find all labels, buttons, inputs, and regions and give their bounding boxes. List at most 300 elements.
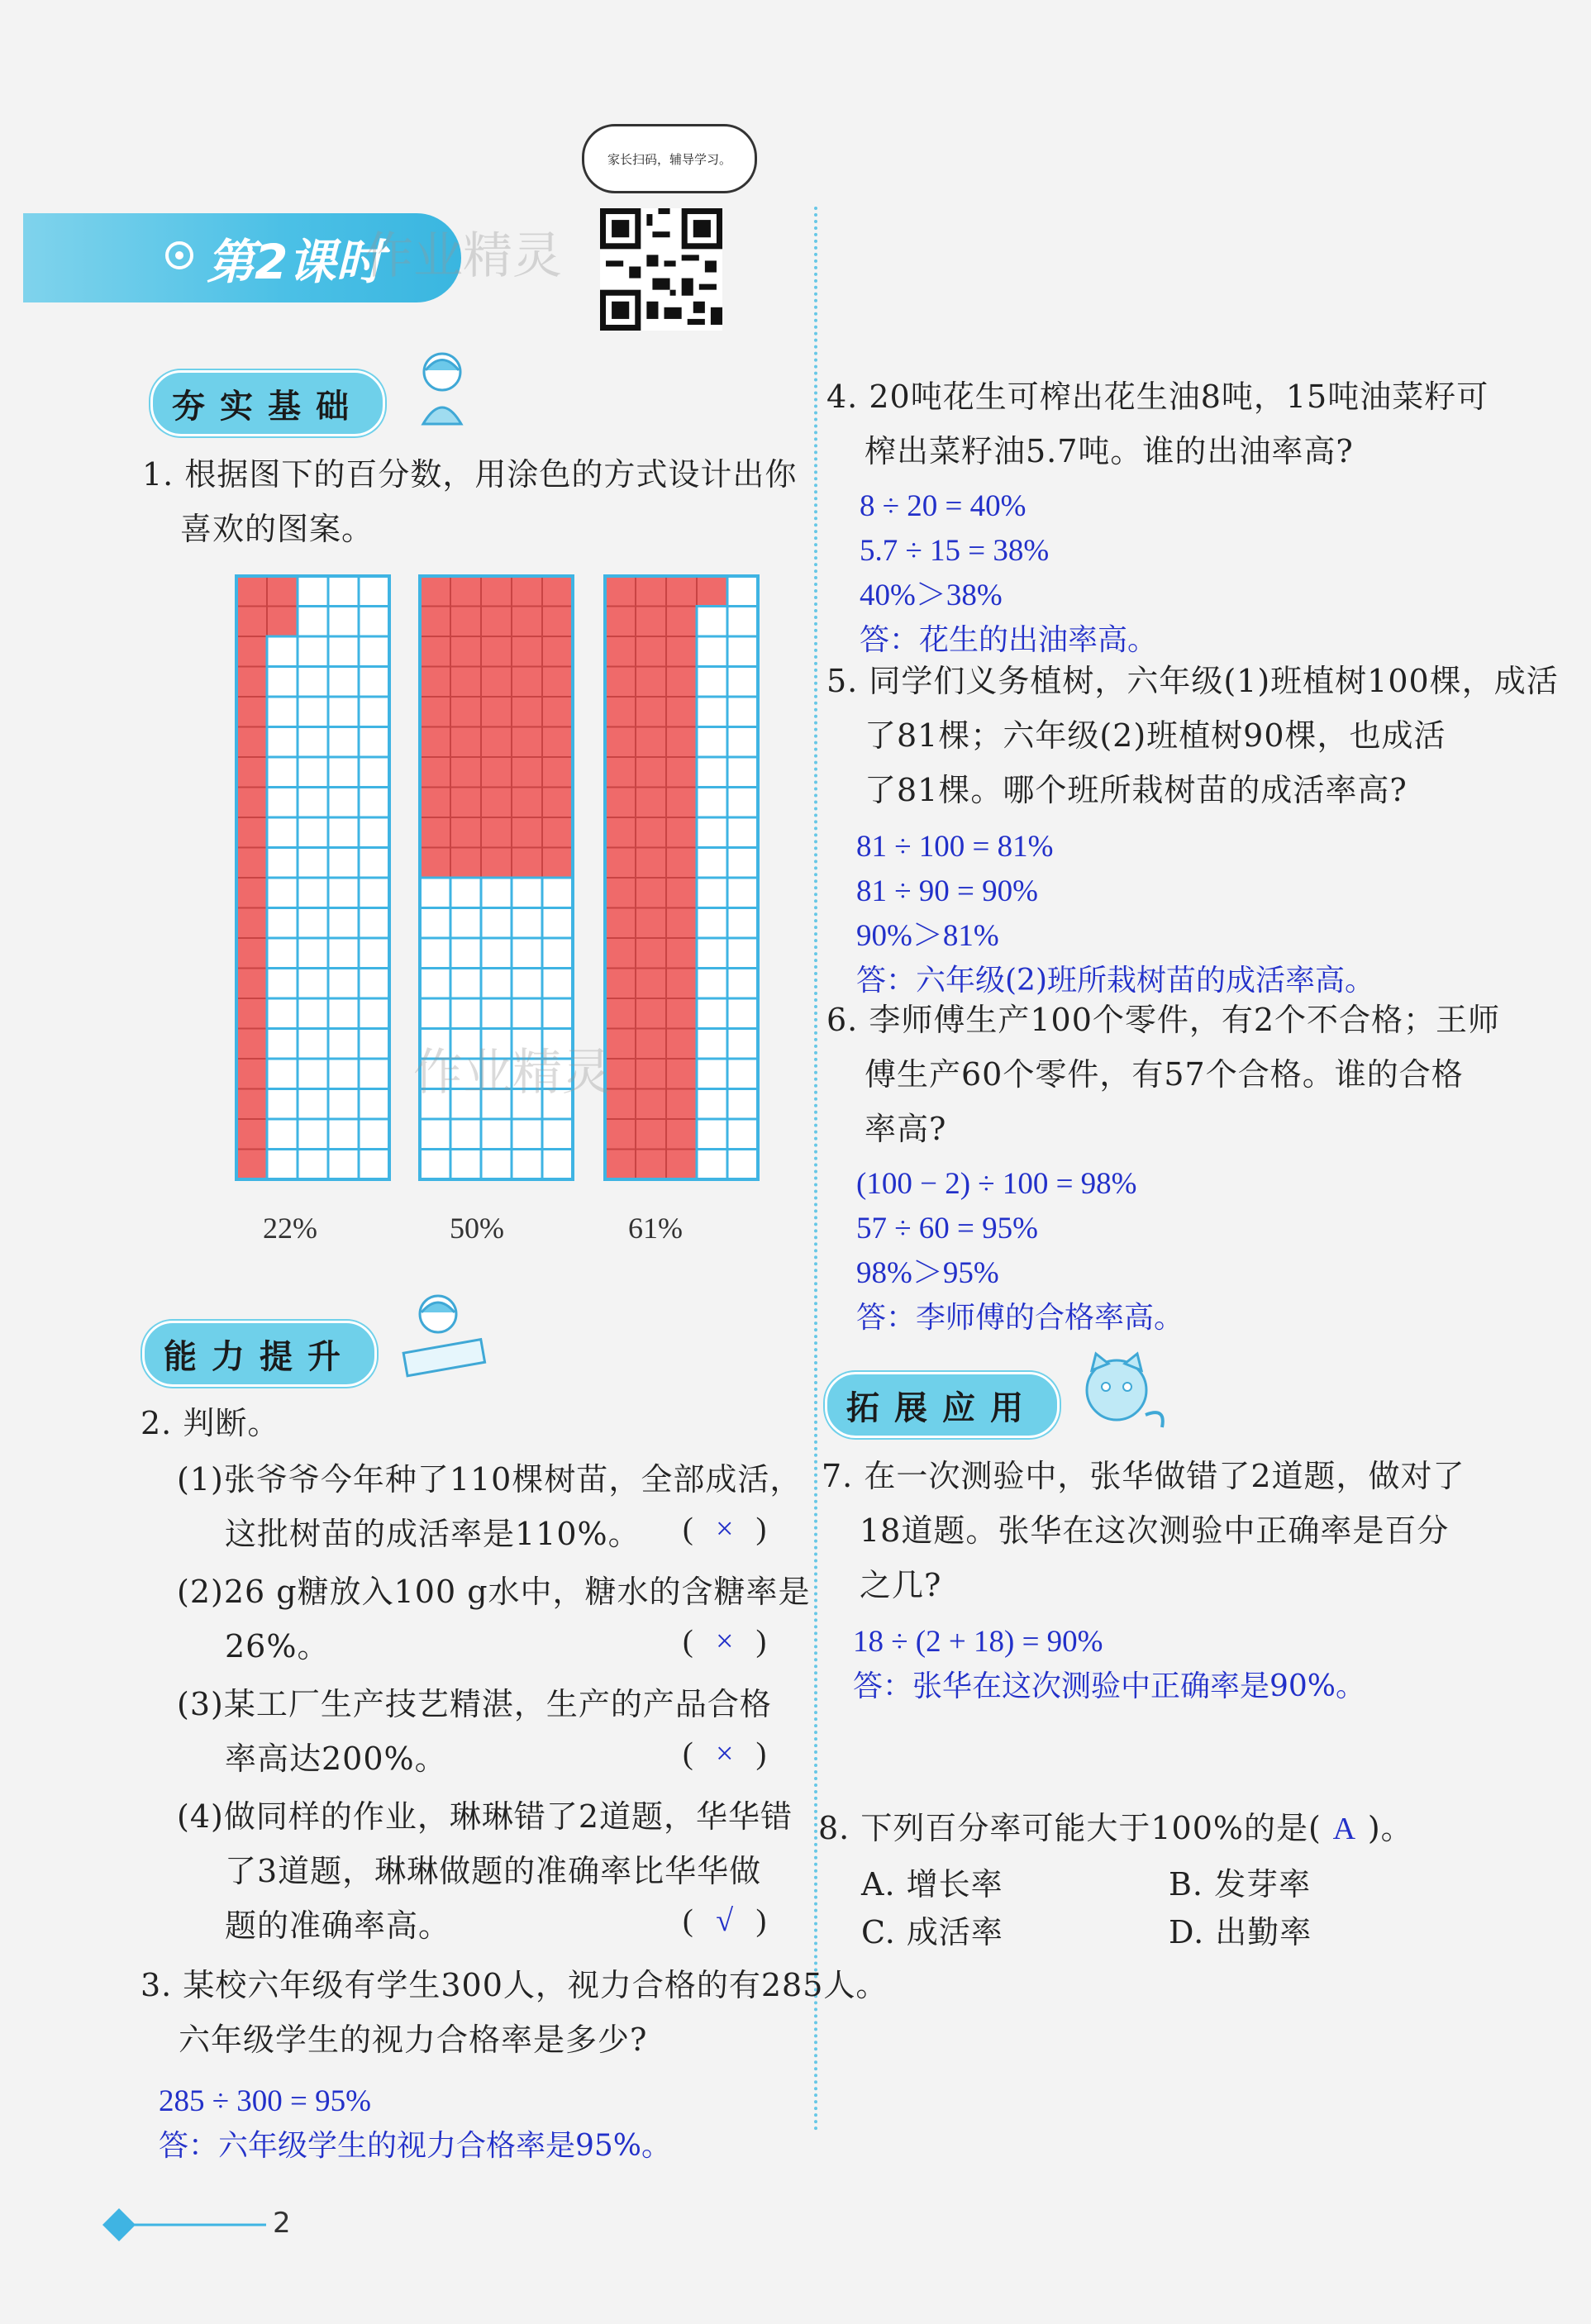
- grid-cell-filled[interactable]: [450, 757, 481, 788]
- grid-cell-filled[interactable]: [636, 848, 666, 879]
- grid-cell-filled[interactable]: [542, 667, 573, 698]
- grid-cell-filled[interactable]: [666, 576, 697, 607]
- grid-cell-empty[interactable]: [727, 727, 758, 758]
- grid-cell-empty[interactable]: [727, 1089, 758, 1120]
- grid-cell-empty[interactable]: [450, 938, 481, 969]
- grid-cell-filled[interactable]: [542, 727, 573, 758]
- grid-cell-filled[interactable]: [481, 727, 512, 758]
- grid-cell-filled[interactable]: [666, 817, 697, 848]
- grid-cell-filled[interactable]: [420, 788, 450, 818]
- grid-cell-empty[interactable]: [328, 878, 359, 908]
- grid-cell-filled[interactable]: [605, 788, 636, 818]
- grid-cell-filled[interactable]: [481, 576, 512, 607]
- grid-cell-empty[interactable]: [697, 1089, 727, 1120]
- grid-cell-empty[interactable]: [542, 998, 573, 1029]
- grid-cell-filled[interactable]: [542, 576, 573, 607]
- grid-cell-empty[interactable]: [298, 969, 328, 999]
- grid-cell-empty[interactable]: [328, 727, 359, 758]
- grid-cell-empty[interactable]: [267, 667, 298, 698]
- grid-cell-empty[interactable]: [697, 1029, 727, 1060]
- grid-cell-filled[interactable]: [420, 727, 450, 758]
- grid-cell-filled[interactable]: [542, 817, 573, 848]
- grid-cell-empty[interactable]: [727, 969, 758, 999]
- grid-cell-empty[interactable]: [267, 908, 298, 939]
- grid-cell-empty[interactable]: [542, 878, 573, 908]
- grid-cell-empty[interactable]: [359, 788, 389, 818]
- grid-cell-empty[interactable]: [420, 969, 450, 999]
- grid-cell-empty[interactable]: [267, 848, 298, 879]
- grid-cell-filled[interactable]: [450, 636, 481, 667]
- grid-cell-filled[interactable]: [636, 576, 666, 607]
- grid-cell-empty[interactable]: [420, 908, 450, 939]
- grid-cell-empty[interactable]: [359, 576, 389, 607]
- grid-cell-filled[interactable]: [236, 817, 267, 848]
- q7-line2: 18道题。张华在这次测验中正确率是百分: [860, 1512, 1450, 1549]
- grid-cell-empty[interactable]: [481, 1119, 512, 1150]
- grid-cell-empty[interactable]: [298, 576, 328, 607]
- grid-cell-empty[interactable]: [359, 969, 389, 999]
- grid-cell-filled[interactable]: [236, 848, 267, 879]
- grid-cell-filled[interactable]: [512, 667, 542, 698]
- grid-cell-empty[interactable]: [298, 938, 328, 969]
- grid-cell-empty[interactable]: [359, 998, 389, 1029]
- grid-cell-filled[interactable]: [542, 697, 573, 727]
- grid-cell-empty[interactable]: [542, 1150, 573, 1180]
- grid-cell-filled[interactable]: [236, 1029, 267, 1060]
- grid-cell-empty[interactable]: [298, 998, 328, 1029]
- grid-cell-filled[interactable]: [666, 1089, 697, 1120]
- grid-cell-empty[interactable]: [267, 969, 298, 999]
- grid-cell-empty[interactable]: [359, 848, 389, 879]
- grid-cell-empty[interactable]: [298, 1089, 328, 1120]
- grid-cell-filled[interactable]: [605, 757, 636, 788]
- grid-cell-empty[interactable]: [328, 576, 359, 607]
- grid-cell-empty[interactable]: [298, 727, 328, 758]
- grid-cell-empty[interactable]: [481, 938, 512, 969]
- grid-cell-empty[interactable]: [359, 817, 389, 848]
- grid-cell-filled[interactable]: [512, 727, 542, 758]
- grid-cell-empty[interactable]: [420, 878, 450, 908]
- grid-cell-filled[interactable]: [636, 607, 666, 637]
- grid-cell-filled[interactable]: [636, 1029, 666, 1060]
- grid-cell-empty[interactable]: [727, 848, 758, 879]
- grid-cell-empty[interactable]: [512, 938, 542, 969]
- grid-cell-empty[interactable]: [328, 938, 359, 969]
- grid-cell-empty[interactable]: [697, 636, 727, 667]
- grid-cell-filled[interactable]: [605, 848, 636, 879]
- grid-cell-empty[interactable]: [697, 607, 727, 637]
- grid-cell-empty[interactable]: [267, 938, 298, 969]
- grid-cell-empty[interactable]: [267, 727, 298, 758]
- q6-ans-1: (100 − 2) ÷ 100 = 98%: [856, 1167, 1137, 1201]
- grid-cell-empty[interactable]: [697, 1150, 727, 1180]
- grid-cell-filled[interactable]: [481, 636, 512, 667]
- grid-cell-empty[interactable]: [727, 576, 758, 607]
- grid-cell-empty[interactable]: [267, 878, 298, 908]
- grid-cell-filled[interactable]: [636, 998, 666, 1029]
- grid-cell-filled[interactable]: [236, 576, 267, 607]
- grid-cell-empty[interactable]: [267, 788, 298, 818]
- grid-cell-filled[interactable]: [636, 878, 666, 908]
- grid-cell-empty[interactable]: [512, 1119, 542, 1150]
- grid-cell-filled[interactable]: [481, 817, 512, 848]
- grid-cell-empty[interactable]: [727, 1029, 758, 1060]
- grid-cell-filled[interactable]: [636, 1059, 666, 1089]
- grid-cell-filled[interactable]: [512, 636, 542, 667]
- grid-cell-empty[interactable]: [359, 636, 389, 667]
- grid-cell-empty[interactable]: [328, 1089, 359, 1120]
- grid-cell-filled[interactable]: [236, 908, 267, 939]
- q2-item2-line2: 26%。: [225, 1628, 330, 1664]
- grid-cell-empty[interactable]: [267, 1119, 298, 1150]
- grid-cell-empty[interactable]: [328, 998, 359, 1029]
- grid-cell-empty[interactable]: [727, 998, 758, 1029]
- grid-cell-filled[interactable]: [236, 727, 267, 758]
- grid-cell-filled[interactable]: [666, 667, 697, 698]
- grid-cell-empty[interactable]: [420, 1119, 450, 1150]
- grid-cell-filled[interactable]: [512, 757, 542, 788]
- grid-cell-empty[interactable]: [267, 1029, 298, 1060]
- grid-cell-filled[interactable]: [666, 848, 697, 879]
- grid-cell-empty[interactable]: [697, 938, 727, 969]
- grid-cell-filled[interactable]: [450, 607, 481, 637]
- grid-cell-empty[interactable]: [727, 938, 758, 969]
- grid-cell-empty[interactable]: [359, 727, 389, 758]
- grid-cell-empty[interactable]: [359, 757, 389, 788]
- grid-cell-empty[interactable]: [542, 1119, 573, 1150]
- grid-cell-filled[interactable]: [605, 636, 636, 667]
- grid-cell-empty[interactable]: [267, 757, 298, 788]
- grid-cell-filled[interactable]: [420, 697, 450, 727]
- grid-cell-filled[interactable]: [236, 1150, 267, 1180]
- q5-ans-2: 81 ÷ 90 = 90%: [856, 874, 1038, 908]
- grid-cell-empty[interactable]: [298, 1119, 328, 1150]
- grid-cell-filled[interactable]: [236, 938, 267, 969]
- grid-cell-empty[interactable]: [481, 1150, 512, 1180]
- grid-cell-filled[interactable]: [542, 848, 573, 879]
- grid-cell-filled[interactable]: [481, 757, 512, 788]
- grid-cell-empty[interactable]: [267, 998, 298, 1029]
- grid-cell-filled[interactable]: [636, 1089, 666, 1120]
- percent-grids[interactable]: [223, 574, 769, 1244]
- grid-cell-filled[interactable]: [605, 1119, 636, 1150]
- grid-cell-filled[interactable]: [666, 636, 697, 667]
- grid-cell-filled[interactable]: [450, 788, 481, 818]
- grid-cell-empty[interactable]: [328, 969, 359, 999]
- grid-cell-empty[interactable]: [298, 1059, 328, 1089]
- grid-cell-filled[interactable]: [512, 576, 542, 607]
- grid-cell-empty[interactable]: [481, 969, 512, 999]
- grid-cell-empty[interactable]: [697, 697, 727, 727]
- grid-cell-empty[interactable]: [450, 908, 481, 939]
- grid-cell-empty[interactable]: [420, 998, 450, 1029]
- grid-cell-filled[interactable]: [666, 788, 697, 818]
- grid-cell-filled[interactable]: [636, 969, 666, 999]
- grid-cell-empty[interactable]: [450, 998, 481, 1029]
- grid-cell-empty[interactable]: [359, 878, 389, 908]
- cat-icon: [1071, 1349, 1170, 1440]
- grid-cell-filled[interactable]: [481, 848, 512, 879]
- grid-cell-empty[interactable]: [450, 878, 481, 908]
- grid-cell-empty[interactable]: [328, 1150, 359, 1180]
- grid-cell-empty[interactable]: [512, 908, 542, 939]
- grid-cell-empty[interactable]: [542, 969, 573, 999]
- grid-cell-empty[interactable]: [359, 908, 389, 939]
- grid-cell-filled[interactable]: [542, 757, 573, 788]
- grid-cell-empty[interactable]: [328, 788, 359, 818]
- grid-cell-filled[interactable]: [636, 727, 666, 758]
- grid-cell-empty[interactable]: [359, 938, 389, 969]
- grid-cell-empty[interactable]: [697, 969, 727, 999]
- grid-cell-filled[interactable]: [542, 607, 573, 637]
- grid-cell-empty[interactable]: [359, 1059, 389, 1089]
- q2-item4-line1: (4)做同样的作业，琳琳错了2道题，华华错: [177, 1798, 793, 1835]
- grid-cell-filled[interactable]: [420, 667, 450, 698]
- grid-cell-empty[interactable]: [359, 1150, 389, 1180]
- grid-cell-empty[interactable]: [328, 1119, 359, 1150]
- grid-cell-empty[interactable]: [697, 788, 727, 818]
- grid-cell-filled[interactable]: [236, 788, 267, 818]
- grid-cell-empty[interactable]: [697, 667, 727, 698]
- grid-cell-empty[interactable]: [328, 667, 359, 698]
- grid-cell-empty[interactable]: [267, 1150, 298, 1180]
- grid-cell-empty[interactable]: [697, 908, 727, 939]
- grid-cell-empty[interactable]: [359, 1089, 389, 1120]
- grid-cell-filled[interactable]: [481, 667, 512, 698]
- grid-cell-filled[interactable]: [236, 1089, 267, 1120]
- grid-cell-empty[interactable]: [298, 636, 328, 667]
- grid-cell-empty[interactable]: [727, 757, 758, 788]
- grid-cell-filled[interactable]: [481, 697, 512, 727]
- grid-cell-filled[interactable]: [666, 1150, 697, 1180]
- grid-cell-filled[interactable]: [512, 697, 542, 727]
- grid-cell-empty[interactable]: [328, 697, 359, 727]
- grid-cell-filled[interactable]: [605, 878, 636, 908]
- grid-cell-filled[interactable]: [542, 788, 573, 818]
- q4-ans-3: 40%＞38%: [860, 579, 1003, 612]
- grid-cell-filled[interactable]: [450, 817, 481, 848]
- grid-cell-filled[interactable]: [605, 727, 636, 758]
- grid-cell-filled[interactable]: [666, 757, 697, 788]
- grid-cell-filled[interactable]: [666, 1029, 697, 1060]
- grid-cell-filled[interactable]: [605, 667, 636, 698]
- grid-cell-filled[interactable]: [420, 757, 450, 788]
- grid-cell-filled[interactable]: [636, 667, 666, 698]
- grid-cell-filled[interactable]: [697, 576, 727, 607]
- grid-cell-filled[interactable]: [542, 636, 573, 667]
- grid-cell-empty[interactable]: [727, 1150, 758, 1180]
- grid-cell-filled[interactable]: [512, 607, 542, 637]
- grid-cell-empty[interactable]: [298, 817, 328, 848]
- grid-cell-empty[interactable]: [298, 878, 328, 908]
- grid-cell-empty[interactable]: [267, 817, 298, 848]
- grid-cell-empty[interactable]: [298, 697, 328, 727]
- grid-cell-empty[interactable]: [359, 1029, 389, 1060]
- grid-cell-filled[interactable]: [236, 1059, 267, 1089]
- grid-cell-empty[interactable]: [298, 1150, 328, 1180]
- grid-cell-empty[interactable]: [450, 1119, 481, 1150]
- grid-3[interactable]: [605, 576, 758, 1179]
- grid-cell-empty[interactable]: [697, 757, 727, 788]
- grid-cell-filled[interactable]: [450, 576, 481, 607]
- grid-cell-empty[interactable]: [298, 1029, 328, 1060]
- grid-cell-filled[interactable]: [636, 636, 666, 667]
- grid-cell-empty[interactable]: [727, 788, 758, 818]
- grid-cell-filled[interactable]: [605, 817, 636, 848]
- grid-cell-filled[interactable]: [236, 607, 267, 637]
- grid-cell-empty[interactable]: [727, 667, 758, 698]
- grid-cell-empty[interactable]: [267, 1089, 298, 1120]
- grid-cell-empty[interactable]: [420, 1150, 450, 1180]
- grid-cell-filled[interactable]: [267, 607, 298, 637]
- grid-cell-filled[interactable]: [236, 636, 267, 667]
- grid-cell-empty[interactable]: [512, 878, 542, 908]
- grid-cell-empty[interactable]: [328, 757, 359, 788]
- grid-cell-filled[interactable]: [420, 636, 450, 667]
- grid-cell-empty[interactable]: [697, 998, 727, 1029]
- grid-cell-empty[interactable]: [298, 788, 328, 818]
- grid-cell-filled[interactable]: [481, 788, 512, 818]
- watermark-mid: 作业精灵: [413, 1044, 612, 1102]
- grid-cell-empty[interactable]: [727, 636, 758, 667]
- grid-cell-empty[interactable]: [542, 908, 573, 939]
- grid-cell-empty[interactable]: [328, 1029, 359, 1060]
- grid-cell-empty[interactable]: [450, 969, 481, 999]
- grid-cell-empty[interactable]: [298, 908, 328, 939]
- grid-cell-filled[interactable]: [605, 697, 636, 727]
- grid-cell-empty[interactable]: [512, 969, 542, 999]
- grid-cell-empty[interactable]: [328, 908, 359, 939]
- grid-cell-filled[interactable]: [666, 878, 697, 908]
- grid-cell-empty[interactable]: [267, 697, 298, 727]
- grid-cell-empty[interactable]: [328, 817, 359, 848]
- grid-cell-filled[interactable]: [605, 607, 636, 637]
- grid-cell-filled[interactable]: [636, 817, 666, 848]
- grid-cell-filled[interactable]: [605, 576, 636, 607]
- grid-cell-filled[interactable]: [666, 697, 697, 727]
- grid-cell-empty[interactable]: [512, 998, 542, 1029]
- grid-cell-empty[interactable]: [359, 697, 389, 727]
- grid-cell-filled[interactable]: [236, 878, 267, 908]
- grid-cell-empty[interactable]: [727, 697, 758, 727]
- grid-cell-filled[interactable]: [420, 576, 450, 607]
- grid-cell-empty[interactable]: [697, 1119, 727, 1150]
- qr-code[interactable]: [598, 208, 724, 331]
- grid-cell-empty[interactable]: [727, 1119, 758, 1150]
- grid-cell-filled[interactable]: [605, 938, 636, 969]
- grid-cell-filled[interactable]: [420, 848, 450, 879]
- grid-cell-filled[interactable]: [666, 607, 697, 637]
- grid-cell-filled[interactable]: [636, 1150, 666, 1180]
- grid-cell-filled[interactable]: [636, 788, 666, 818]
- grid-cell-filled[interactable]: [236, 667, 267, 698]
- grid-cell-empty[interactable]: [328, 1059, 359, 1089]
- grid-cell-filled[interactable]: [636, 697, 666, 727]
- grid-cell-filled[interactable]: [605, 1150, 636, 1180]
- grid-cell-filled[interactable]: [666, 727, 697, 758]
- grid-cell-filled[interactable]: [666, 1119, 697, 1150]
- grid-cell-filled[interactable]: [636, 757, 666, 788]
- grid-cell-filled[interactable]: [666, 969, 697, 999]
- grid-cell-empty[interactable]: [697, 848, 727, 879]
- grid-cell-empty[interactable]: [267, 1059, 298, 1089]
- grid-cell-empty[interactable]: [727, 1059, 758, 1089]
- grid-cell-empty[interactable]: [298, 757, 328, 788]
- grid-cell-filled[interactable]: [236, 998, 267, 1029]
- grid-1[interactable]: [236, 576, 389, 1179]
- grid-cell-empty[interactable]: [697, 1059, 727, 1089]
- grid-cell-empty[interactable]: [697, 878, 727, 908]
- q2-item1-answer: ×: [715, 1512, 734, 1546]
- grid-cell-filled[interactable]: [236, 1119, 267, 1150]
- grid-cell-filled[interactable]: [605, 969, 636, 999]
- grid-cell-empty[interactable]: [359, 667, 389, 698]
- grid-cell-filled[interactable]: [420, 817, 450, 848]
- grid-cell-empty[interactable]: [481, 998, 512, 1029]
- grid-cell-empty[interactable]: [328, 607, 359, 637]
- grid-cell-filled[interactable]: [512, 817, 542, 848]
- section-basic: 夯实基础: [150, 370, 385, 436]
- grid-cell-empty[interactable]: [727, 607, 758, 637]
- grid-cell-empty[interactable]: [359, 607, 389, 637]
- grid-cell-filled[interactable]: [450, 727, 481, 758]
- grid-cell-empty[interactable]: [359, 1119, 389, 1150]
- grid-cell-empty[interactable]: [481, 878, 512, 908]
- grid-cell-filled[interactable]: [450, 848, 481, 879]
- grid-cell-filled[interactable]: [605, 998, 636, 1029]
- grid-cell-filled[interactable]: [512, 788, 542, 818]
- grid-cell-empty[interactable]: [727, 908, 758, 939]
- q4-ans-1: 8 ÷ 20 = 40%: [860, 489, 1027, 523]
- grid-cell-empty[interactable]: [298, 848, 328, 879]
- grid-cell-empty[interactable]: [727, 817, 758, 848]
- grid-cell-filled[interactable]: [450, 667, 481, 698]
- grid-cell-empty[interactable]: [697, 727, 727, 758]
- grid-cell-empty[interactable]: [328, 636, 359, 667]
- q2-item3-line1: (3)某工厂生产技艺精湛，生产的产品合格: [177, 1686, 772, 1722]
- grid-cell-empty[interactable]: [420, 938, 450, 969]
- grid-cell-empty[interactable]: [481, 908, 512, 939]
- grid-cell-filled[interactable]: [666, 1059, 697, 1089]
- grid-cell-empty[interactable]: [727, 878, 758, 908]
- grid-cell-filled[interactable]: [636, 908, 666, 939]
- grid-cell-filled[interactable]: [636, 938, 666, 969]
- grid-cell-filled[interactable]: [666, 938, 697, 969]
- grid-cell-empty[interactable]: [512, 1150, 542, 1180]
- grid-cell-empty[interactable]: [450, 1150, 481, 1180]
- grid-cell-filled[interactable]: [512, 848, 542, 879]
- grid-cell-filled[interactable]: [636, 1119, 666, 1150]
- q3-answer-text: 答：六年级学生的视力合格率是95%。: [159, 2129, 672, 2163]
- grid-cell-filled[interactable]: [666, 908, 697, 939]
- grid-cell-filled[interactable]: [605, 908, 636, 939]
- grid-cell-filled[interactable]: [450, 697, 481, 727]
- grid-cell-filled[interactable]: [236, 697, 267, 727]
- grid-cell-empty[interactable]: [267, 636, 298, 667]
- grid-cell-filled[interactable]: [481, 607, 512, 637]
- grid-cell-filled[interactable]: [236, 969, 267, 999]
- q4-ans-4: 答：花生的出油率高。: [860, 623, 1158, 657]
- grid-cell-filled[interactable]: [420, 607, 450, 637]
- grid-cell-filled[interactable]: [236, 757, 267, 788]
- grid-cell-empty[interactable]: [697, 817, 727, 848]
- grid-cell-empty[interactable]: [298, 667, 328, 698]
- grid-cell-empty[interactable]: [298, 607, 328, 637]
- grid-cell-filled[interactable]: [666, 998, 697, 1029]
- grid-cell-empty[interactable]: [328, 848, 359, 879]
- grid-cell-filled[interactable]: [267, 576, 298, 607]
- grid-cell-empty[interactable]: [542, 938, 573, 969]
